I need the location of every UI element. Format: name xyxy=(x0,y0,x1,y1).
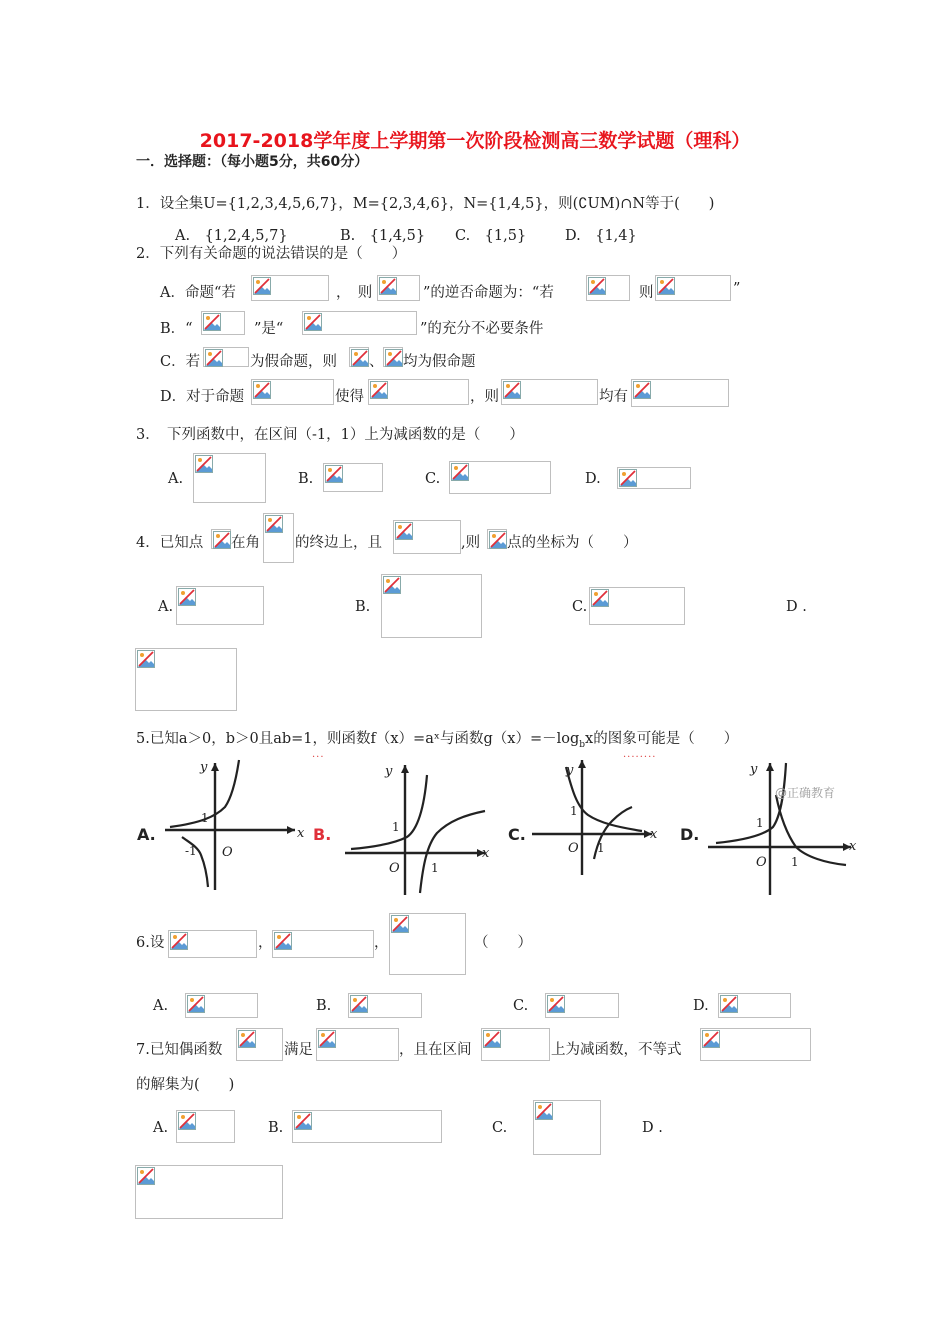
q3-option-d: D. xyxy=(585,471,601,487)
broken-image-icon xyxy=(535,1102,553,1120)
broken-image-icon xyxy=(657,277,675,295)
decorative-dots: ········ xyxy=(623,752,657,763)
q7-option-d: D . xyxy=(642,1120,663,1136)
q6-stem-part1: 6.设 xyxy=(136,935,165,951)
formula-image xyxy=(368,379,469,405)
q7-stem-part2: 满足 xyxy=(284,1042,313,1058)
broken-image-icon xyxy=(370,381,388,399)
broken-image-icon xyxy=(294,1112,312,1130)
formula-image xyxy=(501,379,598,405)
broken-image-icon xyxy=(395,522,413,540)
q5-graph-b xyxy=(345,755,495,895)
q2-d-text2: 使得 xyxy=(335,389,364,405)
axis-label-y: y xyxy=(200,760,208,775)
broken-image-icon xyxy=(702,1030,720,1048)
tick-label: 1 xyxy=(431,861,439,875)
broken-image-icon xyxy=(178,1112,196,1130)
decorative-dots: ··· xyxy=(312,752,325,763)
watermark: @正确教育 xyxy=(775,786,836,800)
tick-label: 1 xyxy=(597,841,605,855)
axis-label-x: x xyxy=(297,826,305,841)
broken-image-icon xyxy=(170,932,188,950)
formula-image xyxy=(655,275,731,301)
formula-image xyxy=(251,275,329,301)
broken-image-icon xyxy=(304,313,322,331)
formula-image xyxy=(176,586,264,625)
q5-graph-c-label: C. xyxy=(508,825,526,844)
q2-a-text4: 则 xyxy=(639,285,654,301)
q2-stem: 2．下列有关命题的说法错误的是（ ） xyxy=(136,246,407,262)
q1-option-b: B. {1,4,5} xyxy=(340,228,426,244)
broken-image-icon xyxy=(385,349,403,367)
q4-option-c: C. xyxy=(572,599,588,615)
q6-option-b: B. xyxy=(316,998,332,1014)
q6-comma: ， xyxy=(374,935,389,951)
formula-image xyxy=(176,1110,235,1143)
broken-image-icon xyxy=(489,531,507,549)
formula-image xyxy=(349,347,369,367)
formula-image xyxy=(135,1165,283,1219)
broken-image-icon xyxy=(325,465,343,483)
broken-image-icon xyxy=(137,1167,155,1185)
q5-stem-text-end: x的图象可能是（ ） xyxy=(585,731,739,747)
q5-graph-d-label: D. xyxy=(680,825,700,844)
q6-answer-paren: （ ） xyxy=(474,935,532,951)
broken-image-icon xyxy=(253,381,271,399)
formula-image xyxy=(718,993,791,1018)
formula-image xyxy=(617,467,691,489)
q2-b-text1: B．“ xyxy=(160,321,193,337)
formula-image xyxy=(487,529,507,549)
q7-option-c: C. xyxy=(492,1120,508,1136)
q5-graph-a-label: A. xyxy=(137,825,156,844)
q4-option-b: B. xyxy=(355,599,371,615)
q2-a-text5: ” xyxy=(733,281,741,297)
formula-image xyxy=(135,648,237,711)
broken-image-icon xyxy=(213,531,231,549)
broken-image-icon xyxy=(503,381,521,399)
q6-option-d: D. xyxy=(693,998,709,1014)
broken-image-icon xyxy=(238,1030,256,1048)
formula-image xyxy=(323,463,383,492)
broken-image-icon xyxy=(253,277,271,295)
broken-image-icon xyxy=(203,313,221,331)
q2-b-text3: ”的充分不必要条件 xyxy=(420,321,544,337)
tick-label: 1 xyxy=(201,811,209,825)
formula-image xyxy=(348,993,422,1018)
q7-option-b: B. xyxy=(268,1120,284,1136)
broken-image-icon xyxy=(451,463,469,481)
formula-image xyxy=(631,379,729,407)
formula-image xyxy=(389,913,466,975)
axis-label-x: x xyxy=(482,846,490,861)
tick-label: -1 xyxy=(185,844,197,858)
formula-image xyxy=(533,1100,601,1155)
tick-label: 1 xyxy=(756,816,764,830)
axis-label-x: x xyxy=(849,839,857,854)
q5-stem-subscript: b xyxy=(579,739,586,750)
broken-image-icon xyxy=(350,995,368,1013)
q1-stem: 1．设全集U={1,2,3,4,5,6,7}，M={2,3,4,6}，N={1,4,5}，则(∁UM)∩N等于( ) xyxy=(136,196,715,212)
page-title: 2017-2018学年度上学期第一次阶段检测高三数学试题（理科） xyxy=(199,130,751,152)
formula-image xyxy=(545,993,619,1018)
broken-image-icon xyxy=(720,995,738,1013)
formula-image xyxy=(185,993,258,1018)
q5-graph-c xyxy=(532,755,662,895)
broken-image-icon xyxy=(187,995,205,1013)
q3-option-c: C. xyxy=(425,471,441,487)
q3-stem: 3． 下列函数中，在区间（-1，1）上为减函数的是（ ） xyxy=(136,427,524,443)
formula-image xyxy=(251,379,334,405)
formula-image xyxy=(203,347,249,367)
q1-option-a: A. {1,2,4,5,7} xyxy=(175,228,288,244)
broken-image-icon xyxy=(391,915,409,933)
q2-a-text3: ”的逆否命题为：“若 xyxy=(423,285,554,301)
broken-image-icon xyxy=(205,349,223,367)
formula-image xyxy=(193,453,266,503)
q3-option-a: A. xyxy=(168,471,184,487)
broken-image-icon xyxy=(633,381,651,399)
formula-image xyxy=(272,930,374,958)
q3-option-b: B. xyxy=(298,471,314,487)
origin-label: O xyxy=(756,855,767,870)
q7-stem-line2: 的解集为( ) xyxy=(136,1077,235,1093)
q2-b-text2: ”是“ xyxy=(254,321,284,337)
formula-image xyxy=(481,1028,550,1061)
q2-c-text4: 均为假命题 xyxy=(403,354,476,370)
q1-option-d: D. {1,4} xyxy=(565,228,637,244)
formula-image xyxy=(211,529,231,549)
q2-d-text3: ，则 xyxy=(470,389,499,405)
q7-stem-part3: ，且在区间 xyxy=(399,1042,472,1058)
q2-d-text1: D．对于命题 xyxy=(160,389,245,405)
broken-image-icon xyxy=(265,515,283,533)
axis-label-y: y xyxy=(385,764,393,779)
formula-image xyxy=(586,275,630,301)
q5-graph-a xyxy=(160,755,310,895)
tick-label: 1 xyxy=(570,804,578,818)
q4-stem-part2: 在角 xyxy=(231,535,260,551)
broken-image-icon xyxy=(588,277,606,295)
formula-image xyxy=(316,1028,399,1061)
broken-image-icon xyxy=(547,995,565,1013)
formula-image xyxy=(700,1028,811,1061)
q6-option-a: A. xyxy=(153,998,169,1014)
formula-image xyxy=(381,574,482,638)
formula-image xyxy=(377,275,420,301)
formula-image xyxy=(201,311,245,335)
q1-option-c: C. {1,5} xyxy=(455,228,527,244)
q7-option-a: A. xyxy=(153,1120,169,1136)
broken-image-icon xyxy=(351,349,369,367)
q2-c-text3: 、 xyxy=(369,354,384,370)
q4-stem-part5: 点的坐标为（ ） xyxy=(507,535,638,551)
formula-image xyxy=(263,513,294,563)
broken-image-icon xyxy=(318,1030,336,1048)
broken-image-icon xyxy=(483,1030,501,1048)
formula-image xyxy=(292,1110,442,1143)
q5-graph-d xyxy=(706,755,861,895)
q4-option-d: D . xyxy=(786,599,807,615)
broken-image-icon xyxy=(383,576,401,594)
formula-image xyxy=(393,520,461,554)
formula-image xyxy=(236,1028,283,1061)
q2-d-text4: 均有 xyxy=(599,389,628,405)
broken-image-icon xyxy=(619,469,637,487)
q5-stem xyxy=(136,727,738,750)
broken-image-icon xyxy=(178,588,196,606)
q4-stem-part3: 的终边上，且 xyxy=(295,535,382,551)
formula-image xyxy=(449,461,551,494)
q6-comma: ， xyxy=(258,935,273,951)
q7-stem-part1: 7.已知偶函数 xyxy=(136,1042,223,1058)
q5-stem-text: 5.已知a＞0，b＞0且ab=1，则函数f（x）=aˣ与函数g（x）=－log xyxy=(136,731,580,747)
origin-label: O xyxy=(222,845,233,860)
axis-label-y: y xyxy=(566,763,574,778)
axis-label-x: x xyxy=(650,827,658,842)
formula-image xyxy=(383,347,403,367)
broken-image-icon xyxy=(591,589,609,607)
q4-stem-part4: ,则 xyxy=(461,535,481,551)
broken-image-icon xyxy=(379,277,397,295)
q6-option-c: C. xyxy=(513,998,529,1014)
tick-label: 1 xyxy=(392,820,400,834)
q2-a-text1: A．命题“若 xyxy=(160,285,236,301)
q5-graph-b-label: B. xyxy=(313,825,332,844)
q2-c-text1: C．若 xyxy=(160,354,201,370)
origin-label: O xyxy=(568,841,579,856)
broken-image-icon xyxy=(137,650,155,668)
q4-option-a: A. xyxy=(158,599,174,615)
axis-label-y: y xyxy=(750,762,758,777)
tick-label: 1 xyxy=(791,855,799,869)
broken-image-icon xyxy=(274,932,292,950)
q7-stem-part4: 上为减函数，不等式 xyxy=(551,1042,682,1058)
formula-image xyxy=(302,311,417,335)
q2-a-text2: ， 则 xyxy=(336,285,373,301)
q4-stem-part1: 4．已知点 xyxy=(136,535,204,551)
broken-image-icon xyxy=(195,455,213,473)
section-heading: 一．选择题：（每小题5分，共60分） xyxy=(136,154,369,170)
origin-label: O xyxy=(389,861,400,876)
q2-c-text2: 为假命题，则 xyxy=(250,354,337,370)
formula-image xyxy=(589,587,685,625)
formula-image xyxy=(168,930,257,958)
